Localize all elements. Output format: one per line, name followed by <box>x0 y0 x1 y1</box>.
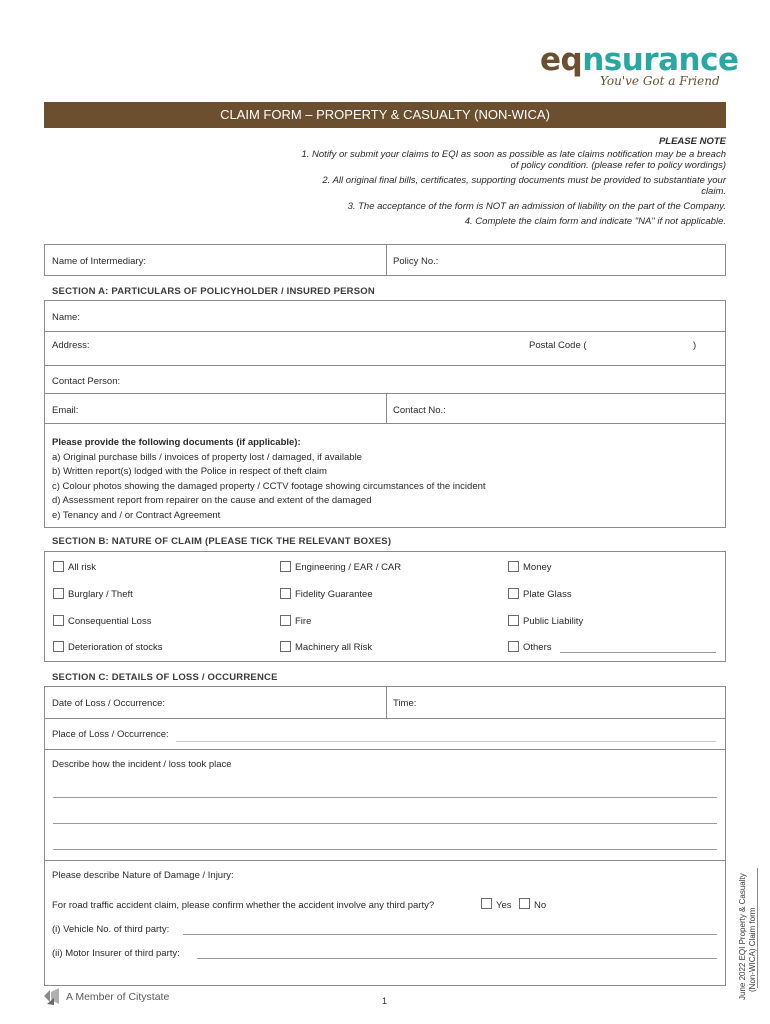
form-version-line: June 2022 EQI Property & Casualty <box>738 873 747 1000</box>
logo-wordmark: eqnsurance <box>540 42 739 78</box>
checkbox-yes[interactable] <box>481 898 492 909</box>
checkbox-fidelity-guarantee[interactable] <box>280 588 291 599</box>
page-number: 1 <box>382 996 388 1006</box>
vehicle-no-input-line[interactable] <box>183 934 717 935</box>
option-label: Machinery all Risk <box>295 642 373 653</box>
checkbox-burglary-theft[interactable] <box>53 588 64 599</box>
no-label: No <box>534 900 547 911</box>
others-input-line[interactable] <box>560 652 716 653</box>
option-label: Fidelity Guarantee <box>295 589 373 600</box>
third-party-question: For road traffic accident claim, please confirm whether the accident involve any third party? <box>52 900 435 911</box>
nature-of-damage-label[interactable]: Please describe Nature of Damage / Injury: <box>52 870 234 881</box>
checkbox-machinery-all-risk[interactable] <box>280 641 291 652</box>
document-item: a) Original purchase bills / invoices of property lost / damaged, if available <box>52 451 362 463</box>
contact-person-label[interactable]: Contact Person: <box>52 376 121 387</box>
divider <box>45 860 725 861</box>
member-text: A Member of Citystate <box>66 991 170 1003</box>
checkbox-all-risk[interactable] <box>53 561 64 572</box>
vehicle-no-label: (i) Vehicle No. of third party: <box>52 924 170 935</box>
divider <box>45 718 725 719</box>
intermediary-label: Name of Intermediary: <box>52 256 146 267</box>
note-item: 2. All original final bills, certificates, supporting documents must be provided to substantiate your claim. <box>322 175 726 197</box>
citystate-member-logo <box>42 986 192 1008</box>
note-item: 3. The acceptance of the form is NOT an admission of liability on the part of the Company. <box>347 201 726 212</box>
divider <box>45 365 725 366</box>
option-label: All risk <box>68 562 96 573</box>
checkbox-public-liability[interactable] <box>508 615 519 626</box>
document-item: c) Colour photos showing the damaged property / CCTV footage showing circumstances of the incident <box>52 480 486 492</box>
checkbox-plate-glass[interactable] <box>508 588 519 599</box>
section-a-title: SECTION A: PARTICULARS OF POLICYHOLDER / INSURED PERSON <box>52 286 375 297</box>
divider <box>45 749 725 750</box>
policy-no-label: Policy No.: <box>393 256 439 267</box>
option-label: Deterioration of stocks <box>68 642 163 653</box>
option-label: Money <box>523 562 552 573</box>
option-label: Burglary / Theft <box>68 589 133 600</box>
describe-input-line[interactable] <box>53 797 717 798</box>
checkbox-money[interactable] <box>508 561 519 572</box>
divider <box>45 331 725 332</box>
time-label[interactable]: Time: <box>393 698 417 709</box>
eqinsurance-logo <box>540 40 739 96</box>
checkbox-engineering[interactable] <box>280 561 291 572</box>
notes-heading: PLEASE NOTE <box>658 136 726 147</box>
divider <box>386 687 387 718</box>
please-note-block <box>296 136 726 231</box>
motor-insurer-label: (ii) Motor Insurer of third party: <box>52 948 180 959</box>
email-label[interactable]: Email: <box>52 405 79 416</box>
checkbox-fire[interactable] <box>280 615 291 626</box>
place-input-line[interactable] <box>176 741 716 742</box>
describe-input-line[interactable] <box>53 849 717 850</box>
contact-no-label[interactable]: Contact No.: <box>393 405 446 416</box>
form-version-line: (Non-WICA) Claim form <box>748 907 757 992</box>
checkbox-others[interactable] <box>508 641 519 652</box>
intermediary-box <box>44 244 726 276</box>
divider <box>45 393 725 394</box>
citystate-icon <box>42 986 62 1006</box>
address-label[interactable]: Address: <box>52 340 90 351</box>
section-c-title: SECTION C: DETAILS OF LOSS / OCCURRENCE <box>52 672 278 683</box>
option-label: Others <box>523 642 552 653</box>
required-documents-list <box>52 436 486 523</box>
place-of-loss-label[interactable]: Place of Loss / Occurrence: <box>52 729 169 740</box>
form-version-note <box>738 840 758 1000</box>
option-label: Engineering / EAR / CAR <box>295 562 402 573</box>
note-item: 1. Notify or submit your claims to EQI as soon as possible as late claims notification may be a breach of policy condition. (please refer to policy wordings) <box>301 149 726 171</box>
checkbox-deterioration-of-stocks[interactable] <box>53 641 64 652</box>
checkbox-consequential-loss[interactable] <box>53 615 64 626</box>
describe-incident-label: Describe how the incident / loss took place <box>52 759 232 770</box>
postal-code-close: ) <box>693 340 697 351</box>
option-label: Plate Glass <box>523 589 572 600</box>
section-b-title: SECTION B: NATURE OF CLAIM (PLEASE TICK THE RELEVANT BOXES) <box>52 536 392 547</box>
divider <box>386 393 387 423</box>
option-label: Fire <box>295 616 312 627</box>
option-label: Public Liability <box>523 616 584 627</box>
documents-heading: Please provide the following documents (if applicable): <box>52 437 301 448</box>
divider <box>386 245 387 275</box>
document-item: b) Written report(s) lodged with the Police in respect of theft claim <box>52 466 327 477</box>
section-c-box <box>44 686 726 986</box>
describe-input-line[interactable] <box>53 823 717 824</box>
divider <box>45 423 725 424</box>
checkbox-no[interactable] <box>519 898 530 909</box>
date-of-loss-label[interactable]: Date of Loss / Occurrence: <box>52 698 165 709</box>
document-item: d) Assessment report from repairer on the cause and extent of the damaged <box>52 495 372 506</box>
form-title: CLAIM FORM – PROPERTY & CASUALTY (NON-WICA) <box>44 102 726 128</box>
motor-insurer-input-line[interactable] <box>197 958 717 959</box>
name-label[interactable]: Name: <box>52 312 80 323</box>
note-item: 4. Complete the claim form and indicate "NA" if not applicable. <box>464 216 726 227</box>
document-item: e) Tenancy and / or Contract Agreement <box>52 509 221 521</box>
yes-label: Yes <box>496 900 512 911</box>
postal-code-label[interactable]: Postal Code ( <box>529 340 587 351</box>
logo-tagline: You've Got a Friend <box>600 74 720 88</box>
option-label: Consequential Loss <box>68 616 152 627</box>
